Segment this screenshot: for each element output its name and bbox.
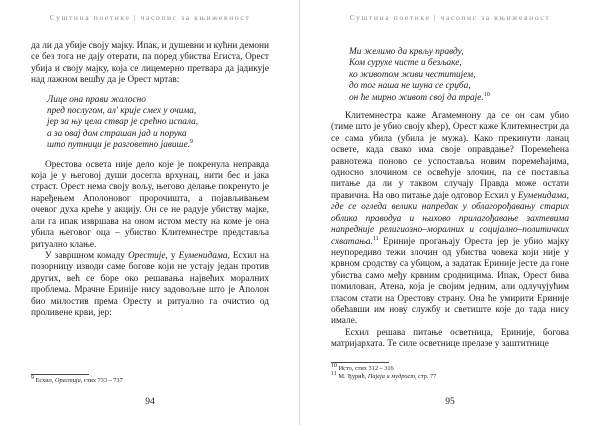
footnote-rule [331,362,389,363]
running-head: Суштина поетике | часопис за књижевност [349,13,551,22]
footnote: $^{11}$ М. Ђурић, Пајеја и мудрост, стр. 77 [331,370,437,380]
footnote-ref: 10 [483,91,490,98]
verse-line: Ком сурухе чисте и безљаке, [349,58,462,69]
running-head: Суштина поетике | часопис за књижевност [49,13,251,22]
verse-line: јер за њу цела ствар је срећно испала, [47,117,199,128]
verse-line: Ми желимо да крвљу правду, [349,47,464,57]
footnote: $^9$ Есхил, Орестија, стих 733 – 737 [31,374,123,384]
page-number: 95 [445,397,455,407]
verse-line: ко животом живи честитијем, [349,69,476,80]
paragraph: да ли да убије своју мајку. Ипак, и душевни и кућни демони се без тога не дају отерати, па поред убиства Егиста, Орест убија и своју мајку, која се лицемерно претвара да јадикује над лажном вешћу да је Орест мртав: [31,41,269,86]
verse-line: Лице она прави жалосно [47,94,146,105]
footnotes [331,362,569,381]
paragraph: Есхил решава питање осветница, Ериније, богова матријархата. Те силе осветнице прелазе у заштитнице [331,327,569,350]
paragraph: Орестова освета није дело које је покренула неправда која је у његовој души досегла врхунац, нити бес и јака страст. Орест нема своју вољу, његово делање покренуто је наређењем Аполоновог пророчишта, а појављивањем очевог духа креће у акцију. Он се не радује убиству мајке, али га ипак извршава на оном истом месту на коме је она убила његовог оца – убиство Клитемнестре представља ритуално клање. [31,159,269,250]
footnote-ref: 9 [190,139,194,146]
verse-quote [349,47,569,104]
paragraph: У завршном комаду Орестије, у Еуменидама, Есхил на позорницу изводи саме богове који не устају један против других, већ се боре око решавања највећих моралних проблема. Мрачне Еринije нису задовољне што је Аполон био милостив према Оресту и ритуално га очистио од проливене крви, јер: [31,250,269,318]
footnote: $^{10}$ Исто, стих 312 – 316 [331,362,394,372]
verse-line: он ће мирно живот свој да траје.$^{10}$ [349,91,490,103]
verse-line: што путници је разговетно јавише.$^9$ [47,139,194,151]
verse-line: пред послугом, ал' крије смех у очима, [47,106,197,117]
verse-line: а за овај дом страшан јад и порука [47,128,187,139]
footnote-rule [31,374,89,375]
left-page-body [31,41,269,319]
right-page-body [331,47,569,351]
right-page [300,0,600,425]
page-number: 94 [145,397,155,407]
verse-quote [47,95,269,152]
footnote-ref: 11 [372,235,379,242]
paragraph: Клитемнестра каже Агамемнону да се он сам убио (тиме што је убио своју кћер), Орест каже Клитемнестри да се сама убила (убила је мужа). Како прекинути ланац освете, када свако има своје оправдање? Поремећена равнотежа поново се успоставља новим поремећајима, односно злочином се освећује злочин, па се поставља питање да ли у таквом случају Правда може остати правична. На ово питање даје одговор Есхил у Еуменидама, где се огледа велики напредак у облагорођавању старих облика праводуа и њихово прилагођавање захтевима напредније религиозно–моралних и социјално–политичких схватања.$^{11}$ Ериније прогањају Ореста јер је убио мајку неупоредиво тежи злочин од убиства човека који није у крвном сродству са убицом, а задатак Ериније јесте да гоне убиства само међу крвним сродницима. Ипак, Орест бива помилован, Атена, која је својим једним, али одлучујућим гласом стати на Орестову страну. Она ће умирити Ериније обећавши им нову службу и светиште које до тада нису имале. [331,111,569,327]
footnotes [31,374,269,385]
verse-line: до тог наша не шуна се срџба, [349,81,471,92]
